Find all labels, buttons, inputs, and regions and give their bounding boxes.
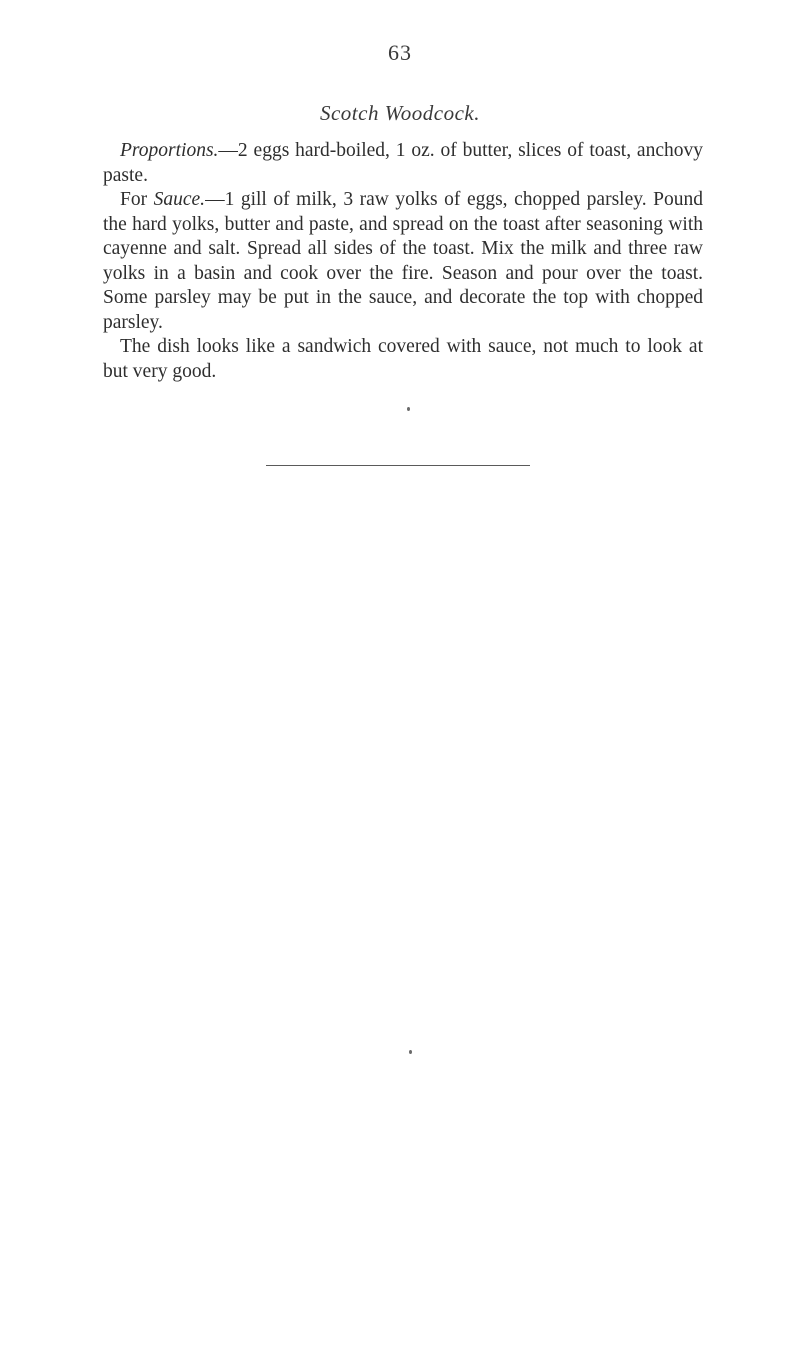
proportions-paragraph	[103, 139, 703, 188]
paper-speck	[409, 1050, 412, 1054]
note-paragraph: The dish looks like a sandwich covered with sauce, not much to look at but very good.	[103, 336, 703, 382]
page-number: 63	[388, 40, 412, 65]
sauce-paragraph	[103, 188, 703, 335]
proportions-lead: Proportions.	[120, 140, 219, 161]
sauce-text: —1 gill of milk, 3 raw yolks of eggs, chopped parsley. Pound the hard yolks, butter and paste, and spread on the toast after seasoning with cayenne and salt. Spread all sides of the toast. Mix the milk and three raw yolks in a basin and cook over the fire. Season and pour over the toast. Some parsley may be put in the sauce, and decorate the top with chopped parsley.	[103, 189, 703, 333]
sauce-lead: Sauce.	[153, 189, 206, 210]
recipe-body	[103, 139, 703, 384]
proportions-text: —2 eggs hard-boiled, 1 oz. of butter, slices of toast, anchovy paste.	[103, 140, 703, 186]
section-divider	[266, 465, 530, 466]
paper-speck	[407, 407, 410, 411]
sauce-prefix: For	[120, 189, 154, 210]
recipe-title: Scotch Woodcock.	[319, 101, 480, 125]
